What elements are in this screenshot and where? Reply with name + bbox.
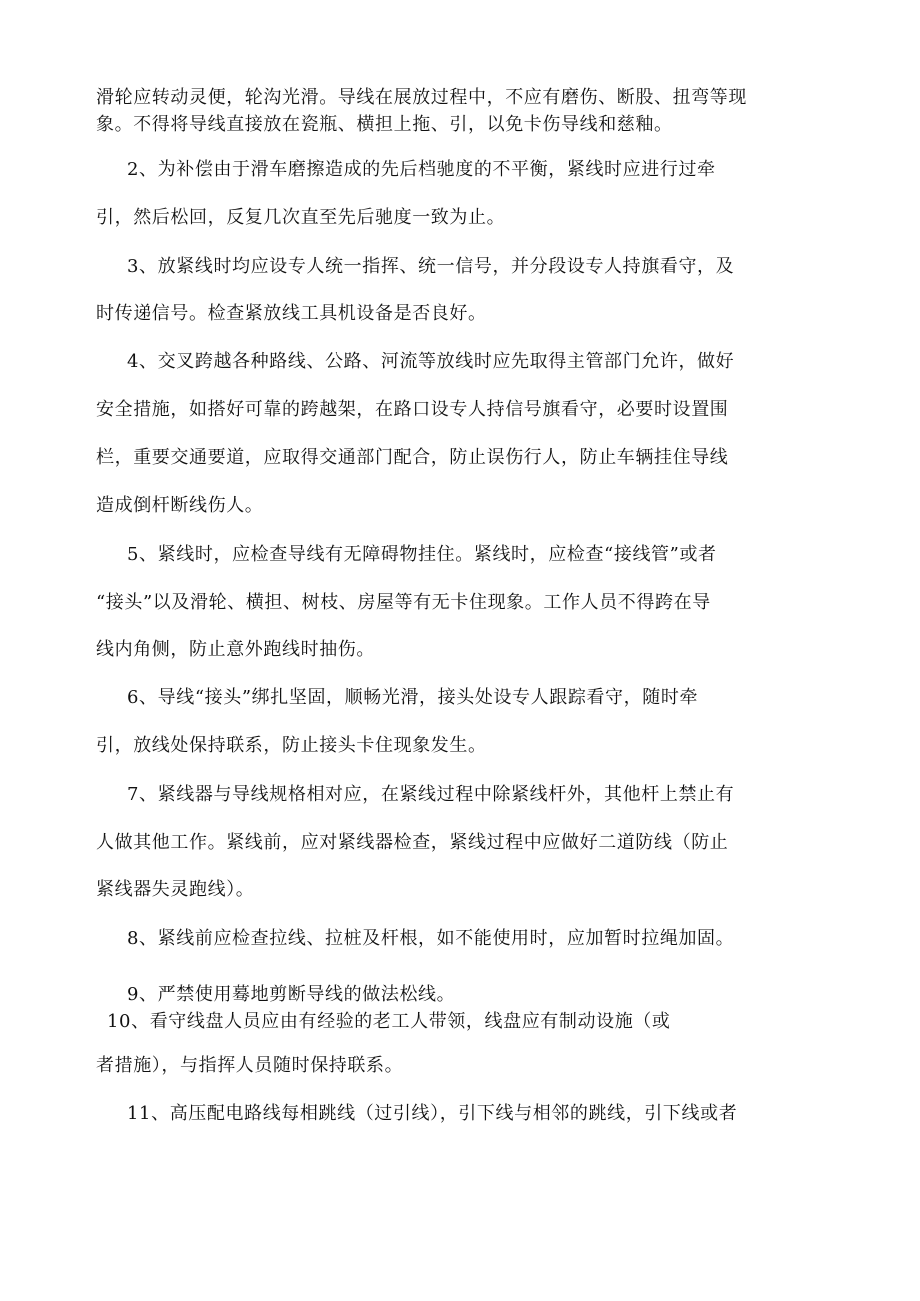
item-2-line-1: 2、为补偿由于滑车磨擦造成的先后档驰度的不平衡，紧线时应进行过牵: [127, 159, 716, 180]
item-7-line-3: 紧线器失灵跑线）。: [96, 879, 255, 900]
item-10-line-1: 10、看守线盘人员应由有经验的老工人带领，线盘应有制动设施（或: [107, 1011, 671, 1032]
item-4-line-4: 造成倒杆断线伤人。: [96, 495, 264, 516]
item-9-line-1: 9、严禁使用蓦地剪断导线的做法松线。: [127, 984, 456, 1005]
item-8-line-1: 8、紧线前应检查拉线、拉桩及杆根，如不能使用时，应加暂时拉绳加固。: [127, 928, 735, 949]
item-3-line-1: 3、放紧线时均应设专人统一指挥、统一信号，并分段设专人持旗看守，及: [127, 256, 735, 277]
item-5-line-2: “接头”以及滑轮、横担、树枝、房屋等有无卡住现象。工作人员不得跨在导: [96, 592, 711, 613]
item-7-line-2: 人做其他工作。紧线前，应对紧线器检查，紧线过程中应做好二道防线（防止: [96, 832, 729, 853]
text-line: 滑轮应转动灵便，轮沟光滑。导线在展放过程中，不应有磨伤、断股、扭弯等现: [96, 87, 747, 108]
item-6-line-2: 引，放线处保持联系，防止接头卡住现象发生。: [96, 735, 487, 756]
item-3-line-2: 时传递信号。检查紧放线工具机设备是否良好。: [96, 303, 487, 324]
item-5-line-1: 5、紧线时，应检查导线有无障碍物挂住。紧线时，应检查“接线管”或者: [127, 544, 717, 565]
item-6-line-1: 6、导线“接头”绑扎坚固，顺畅光滑，接头处设专人跟踪看守，随时牵: [127, 687, 699, 708]
text-line: 象。不得将导线直接放在瓷瓶、横担上拖、引，以免卡伤导线和慈釉。: [96, 114, 673, 135]
item-5-line-3: 线内角侧，防止意外跑线时抽伤。: [96, 639, 375, 660]
item-7-line-1: 7、紧线器与导线规格相对应，在紧线过程中除紧线杆外，其他杆上禁止有: [127, 784, 735, 805]
item-11-line-1: 11、高压配电路线每相跳线（过引线），引下线与相邻的跳线，引下线或者: [127, 1103, 738, 1124]
item-2-line-2: 引，然后松回，反复几次直至先后驰度一致为止。: [96, 207, 506, 228]
item-10-line-2: 者措施），与指挥人员随时保持联系。: [96, 1055, 404, 1076]
item-4-line-3: 栏，重要交通要道，应取得交通部门配合，防止误伤行人，防止车辆挂住导线: [96, 447, 729, 468]
item-4-line-1: 4、交叉跨越各种路线、公路、河流等放线时应先取得主管部门允许，做好: [127, 351, 735, 372]
item-4-line-2: 安全措施，如搭好可靠的跨越架，在路口设专人持信号旗看守，必要时设置围: [96, 399, 729, 420]
